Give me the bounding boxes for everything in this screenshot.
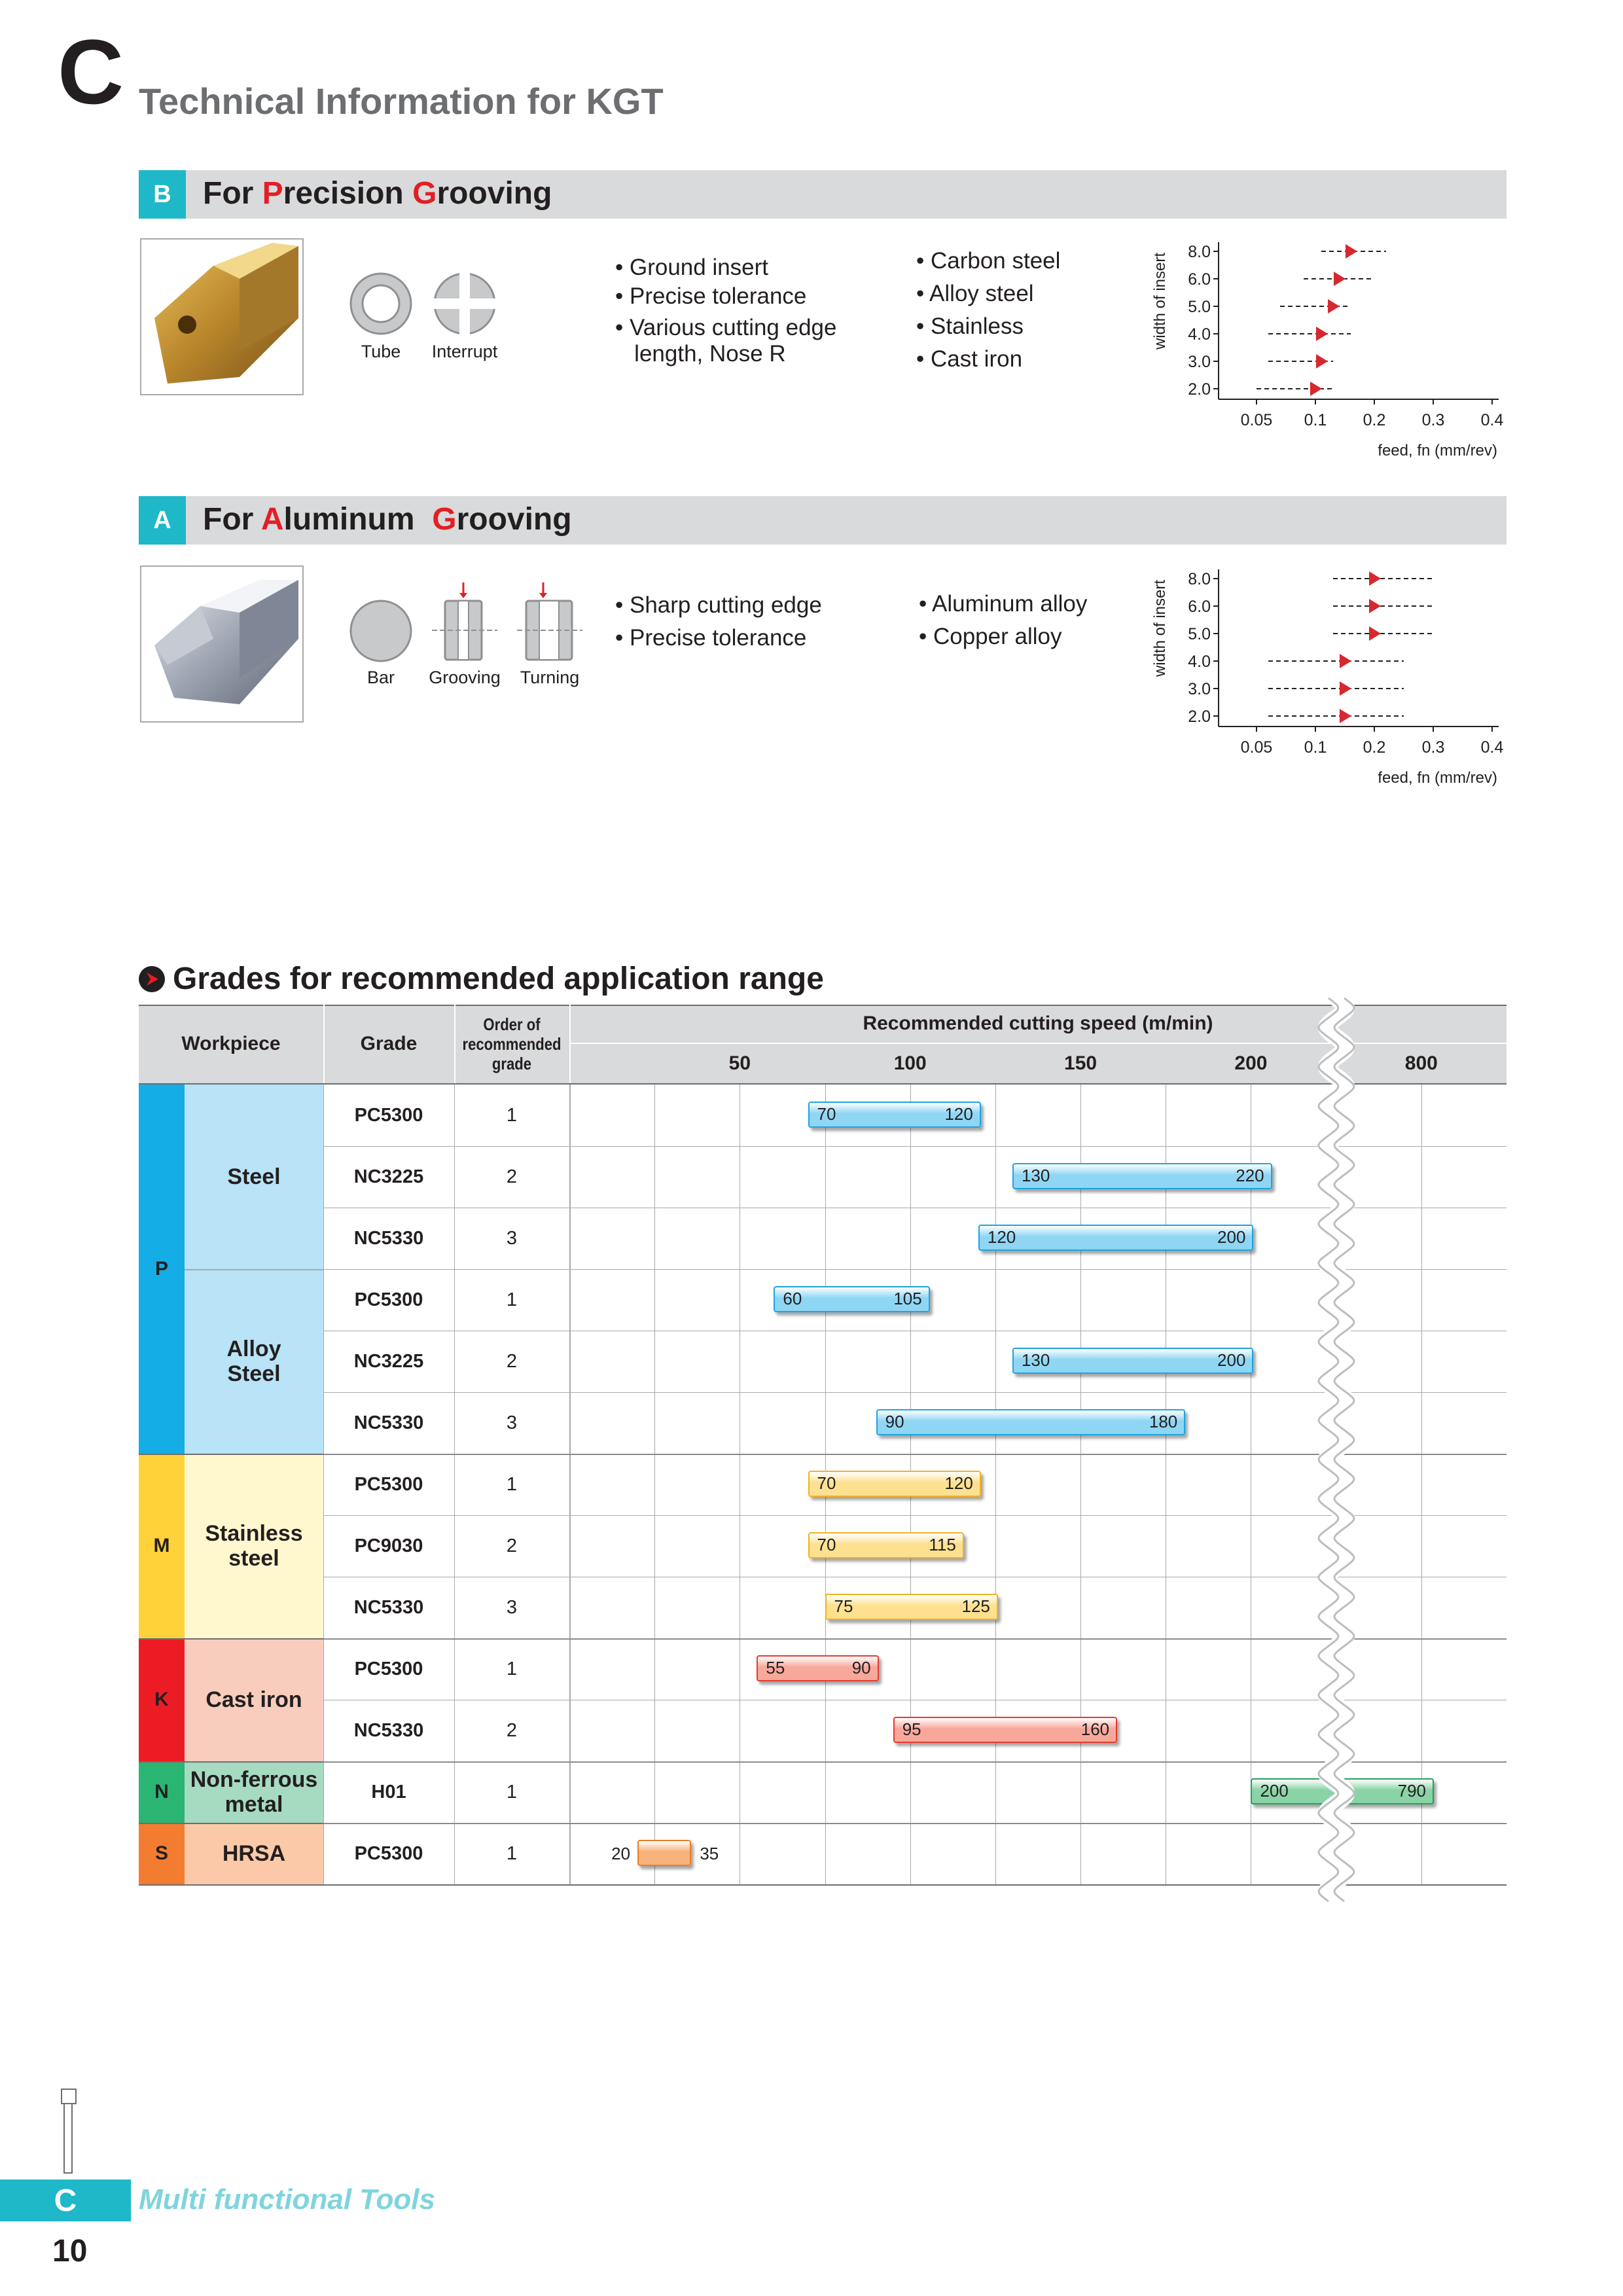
iso-group-P: P [139, 1085, 185, 1454]
insert-photo-precision [140, 238, 304, 395]
y-tick-label: 2.0 [1188, 380, 1211, 399]
section-title-part: luminum [283, 502, 433, 537]
turning-icon [517, 583, 582, 667]
recommended-feed-marker [1316, 354, 1328, 368]
speed-grid-line [569, 1085, 571, 1884]
order-cell: 1 [506, 1658, 518, 1679]
speed-range-bar [1012, 1163, 1272, 1189]
workpiece-name: Steel [227, 1361, 281, 1386]
icon-label: Tube [361, 342, 401, 361]
grades-title: Grades for recommended application range [173, 961, 824, 996]
page-title: Technical Information for KGT [139, 81, 664, 122]
grades-table [139, 1005, 1507, 1882]
workpiece-name: Non-ferrous [190, 1767, 318, 1792]
bar-min-label: 70 [817, 1535, 836, 1554]
bar-max-label: 115 [929, 1535, 956, 1554]
grade-cell: NC3225 [353, 1350, 424, 1372]
header-divider [454, 1005, 455, 1083]
feature-list [615, 589, 822, 655]
y-tick-label: 5.0 [1188, 625, 1211, 643]
order-cell: 1 [506, 1104, 518, 1126]
arrow-circle-icon [139, 966, 165, 992]
grid-line [185, 1269, 323, 1270]
header-order-line: recommended [462, 1034, 562, 1054]
order-cell: 2 [506, 1350, 518, 1372]
grooving-icon [432, 583, 497, 667]
speed-range-bar [808, 1471, 981, 1497]
material-item: • Cast iron [916, 346, 1023, 372]
bar-min-label: 130 [1021, 1350, 1050, 1370]
order-cell: 2 [506, 1719, 518, 1741]
bar-min-label: 130 [1021, 1166, 1050, 1185]
insert-photo-aluminum [140, 565, 304, 723]
grade-cell: PC5300 [354, 1104, 423, 1126]
recommended-feed-marker [1334, 272, 1346, 286]
x-tick-label: 0.2 [1363, 411, 1386, 429]
iso-group-S: S [139, 1823, 185, 1884]
bar-min-label: 55 [766, 1658, 785, 1677]
recommended-feed-marker [1369, 571, 1381, 586]
x-tick-label: 0.3 [1421, 738, 1445, 757]
chapter-tab: C [0, 2179, 131, 2221]
order-cell: 3 [506, 1412, 518, 1433]
recommended-feed-marker [1340, 709, 1351, 723]
feature-item: • Various cutting edge [615, 315, 837, 340]
grade-cell: NC3225 [353, 1166, 424, 1187]
section-badge: B [139, 170, 186, 219]
feature-list [615, 251, 836, 370]
y-axis-label: width of insert [1151, 579, 1169, 677]
order-cell: 1 [506, 1842, 518, 1864]
y-tick-label: 6.0 [1188, 598, 1211, 616]
speed-tick-label: 50 [728, 1052, 751, 1074]
grade-cell: NC5330 [353, 1719, 424, 1741]
bar-max-label: 90 [851, 1658, 871, 1677]
material-item: • Aluminum alloy [919, 591, 1088, 617]
workpiece-name: Stainless [205, 1521, 303, 1546]
iso-group-N: N [139, 1761, 185, 1823]
grade-cell: PC5300 [354, 1289, 423, 1310]
y-tick-label: 8.0 [1188, 243, 1211, 261]
speed-range-bar [808, 1532, 964, 1558]
speed-range-bar [774, 1286, 929, 1312]
grade-cell: NC5330 [353, 1227, 424, 1249]
y-tick-label: 3.0 [1188, 680, 1211, 698]
order-cell: 3 [506, 1596, 518, 1618]
grade-cell: PC5300 [354, 1473, 423, 1495]
bar-max-label: 125 [961, 1596, 990, 1616]
workpiece-name: Cast iron [205, 1687, 302, 1712]
x-axis-label: feed, fn (mm/rev) [1378, 769, 1497, 787]
workpiece-name: metal [224, 1792, 283, 1817]
section-title-part: recision [283, 176, 413, 211]
axis-break-wave [1309, 998, 1364, 1883]
header-speed: Recommended cutting speed (m/min) [863, 1013, 1213, 1034]
bar-max-label: 35 [700, 1844, 719, 1863]
section-title-part: A [260, 502, 284, 537]
y-tick-label: 5.0 [1188, 298, 1211, 316]
section-badge: A [139, 496, 186, 545]
feature-item: • Precise tolerance [615, 625, 807, 651]
bar-max-label: 220 [1236, 1166, 1264, 1185]
workpiece-cell [185, 1761, 323, 1823]
bar-max-label: 120 [944, 1473, 973, 1493]
section-title-part: rooving [437, 176, 552, 211]
header-workpiece: Workpiece [181, 1033, 281, 1054]
section-title-part: For [203, 502, 261, 537]
feature-item: • Precise tolerance [615, 283, 807, 309]
tool-holder-icon [55, 2088, 81, 2176]
order-cell: 1 [506, 1781, 518, 1803]
speed-range-bar [893, 1717, 1117, 1743]
header-order [463, 1005, 561, 1083]
workpiece-cell [185, 1269, 323, 1454]
icon-label: Turning [520, 668, 580, 687]
chapter-letter: C [58, 20, 124, 123]
feature-item: • Ground insert [615, 255, 769, 280]
bar-max-label: 180 [1149, 1412, 1178, 1431]
section-title [203, 175, 552, 211]
workpiece-name: Alloy [226, 1336, 281, 1361]
recommended-feed-marker [1310, 382, 1322, 396]
x-tick-label: 0.05 [1240, 738, 1273, 757]
interrupt-icon [432, 271, 497, 340]
y-tick-label: 6.0 [1188, 270, 1211, 289]
speed-range-bar [978, 1225, 1254, 1251]
table-bottom-rule [139, 1884, 1507, 1886]
iso-group-M: M [139, 1454, 185, 1638]
workpiece-cell [185, 1823, 323, 1884]
order-cell: 2 [506, 1535, 518, 1556]
section-title-part: rooving [456, 502, 572, 537]
bar-min-label: 70 [817, 1473, 836, 1493]
speed-range-bar [808, 1102, 981, 1128]
recommended-feed-marker [1340, 654, 1351, 668]
feed-chart-precision [1145, 236, 1504, 478]
y-tick-label: 3.0 [1188, 353, 1211, 371]
grade-cell: PC5300 [354, 1658, 423, 1679]
x-axis-label: feed, fn (mm/rev) [1378, 442, 1497, 459]
material-list [916, 245, 1060, 376]
bar-max-label: 105 [893, 1289, 922, 1308]
y-tick-label: 2.0 [1188, 708, 1211, 726]
material-item: • Stainless [916, 314, 1024, 339]
bar-min-label: 95 [902, 1719, 921, 1739]
y-tick-label: 4.0 [1188, 325, 1211, 344]
section-title [203, 501, 572, 537]
grade-cell: H01 [371, 1781, 406, 1803]
speed-tick-label: 150 [1064, 1052, 1097, 1074]
bar-max-label: 200 [1217, 1350, 1246, 1370]
speed-grid-line [1421, 1085, 1422, 1884]
icon-label: Interrupt [431, 342, 498, 361]
y-tick-label: 4.0 [1188, 653, 1211, 671]
bar-min-label: 20 [611, 1844, 631, 1863]
y-axis-label: width of insert [1151, 252, 1169, 350]
bar-icon [348, 598, 414, 667]
material-item: • Carbon steel [916, 248, 1061, 274]
speed-tick-label: 100 [893, 1052, 927, 1074]
material-item: • Alloy steel [916, 281, 1034, 306]
bar-min-label: 200 [1260, 1781, 1289, 1801]
speed-range-bar [1012, 1348, 1254, 1374]
speed-grid-line [654, 1085, 655, 1884]
x-tick-label: 0.4 [1480, 738, 1504, 757]
x-tick-label: 0.4 [1480, 411, 1504, 429]
bar-min-label: 120 [987, 1227, 1016, 1247]
section-title-part: G [412, 176, 437, 211]
chapter-label: Multi functional Tools [139, 2183, 435, 2215]
x-tick-label: 0.3 [1421, 411, 1445, 429]
workpiece-cell [185, 1085, 323, 1269]
section-title-part: G [432, 502, 457, 537]
tube-icon [348, 271, 414, 340]
material-list [919, 588, 1087, 653]
section-title-part: For [203, 176, 262, 211]
section-title-part: P [262, 176, 283, 211]
icon-label: Bar [366, 668, 395, 687]
workpiece-name: HRSA [222, 1841, 286, 1866]
order-cell: 1 [506, 1289, 518, 1310]
recommended-feed-marker [1340, 681, 1351, 696]
speed-range-bar [611, 1840, 719, 1866]
grade-cell: PC9030 [354, 1535, 423, 1556]
bar-min-label: 90 [885, 1412, 904, 1431]
recommended-feed-marker [1328, 299, 1340, 314]
icon-label: Grooving [429, 668, 501, 687]
speed-tick-label: 800 [1404, 1052, 1438, 1074]
bar-max-label: 790 [1397, 1781, 1426, 1801]
workpiece-cell [185, 1454, 323, 1638]
feature-item: length, Nose R [615, 341, 786, 367]
order-cell: 2 [506, 1166, 518, 1187]
order-cell: 3 [506, 1227, 518, 1249]
page-number: 10 [52, 2234, 88, 2269]
feature-item: • Sharp cutting edge [615, 592, 822, 618]
order-cell: 1 [506, 1473, 518, 1495]
recommended-feed-marker [1369, 626, 1381, 641]
material-item: • Copper alloy [919, 624, 1062, 649]
bar-max-label: 200 [1217, 1227, 1246, 1247]
feed-chart-aluminum [1145, 563, 1504, 805]
workpiece-name: Steel [227, 1164, 281, 1189]
speed-range-bar [757, 1655, 878, 1681]
workpiece-name: steel [228, 1546, 279, 1571]
bar-max-label: 160 [1080, 1719, 1110, 1739]
speed-tick-label: 200 [1234, 1052, 1268, 1074]
recommended-feed-marker [1369, 599, 1381, 613]
grade-cell: NC5330 [353, 1412, 424, 1433]
recommended-feed-marker [1346, 244, 1357, 259]
bar-max-label: 120 [944, 1104, 973, 1124]
grade-cell: PC5300 [354, 1842, 423, 1864]
iso-group-K: K [139, 1638, 185, 1761]
bar-min-label: 75 [834, 1596, 853, 1616]
recommended-feed-marker [1316, 327, 1328, 341]
header-grade: Grade [360, 1033, 418, 1054]
header-order-line: Order of [483, 1014, 541, 1034]
grade-cell: NC5330 [353, 1596, 424, 1618]
speed-range-bar [825, 1594, 998, 1620]
speed-grid-line [1080, 1085, 1081, 1884]
speed-grid-line [995, 1085, 996, 1884]
x-tick-label: 0.05 [1240, 411, 1273, 429]
speed-range-bar [876, 1409, 1186, 1435]
x-tick-label: 0.1 [1304, 738, 1327, 757]
bar-min-label: 60 [783, 1289, 802, 1308]
x-tick-label: 0.2 [1363, 738, 1386, 757]
bar-min-label: 70 [817, 1104, 836, 1124]
header-order-line: grade [491, 1054, 532, 1073]
workpiece-cell [185, 1638, 323, 1761]
y-tick-label: 8.0 [1188, 570, 1211, 588]
x-tick-label: 0.1 [1304, 411, 1327, 429]
